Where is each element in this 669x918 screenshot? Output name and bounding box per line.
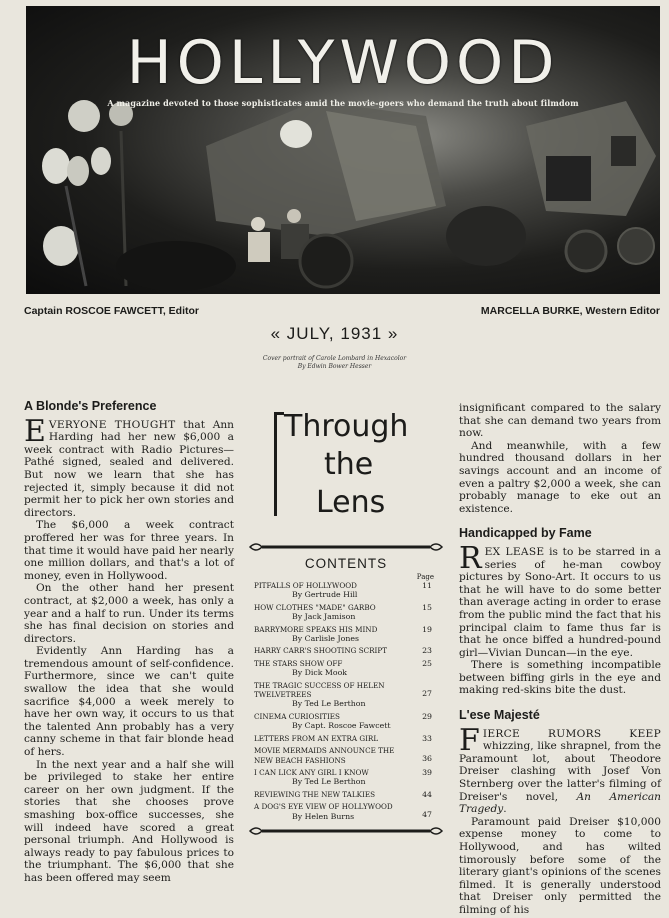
toc-author: By Dick Mook (292, 668, 348, 678)
article-paragraph (459, 540, 661, 659)
toc-page: 39 (422, 767, 432, 777)
toc-entry[interactable] (254, 625, 444, 644)
toc-title: THE STARS SHOW OFF (254, 658, 343, 668)
lead-smallcaps: EX LEASE (484, 545, 545, 558)
cover-credit-photographer: By Edwin Bower Hesser (297, 363, 372, 370)
toc-title: CINEMA CURIOSITIES (254, 711, 340, 721)
section-heading: Handicapped by Fame (459, 526, 592, 541)
toc-title: REVIEWING THE NEW TALKIES (254, 789, 376, 799)
toc-title: A DOG'S EYE VIEW OF HOLLYWOOD (254, 802, 393, 812)
article-paragraph: In the next year and a half she will be privileged to stake her entire career on her own judgment. If the stories that she chooses prove smashing box-office successes, she will indeed have scored a great personal triumph. And Hollywood is always ready to pay fabulous prices to the triumphant. The $6,000 that she has been offered may seem (24, 758, 234, 884)
contents-heading: CONTENTS (304, 556, 388, 571)
toc-title: THE TRAGIC SUCCESS OF HELEN TWELVETREES (254, 680, 385, 700)
toc-entry[interactable] (254, 646, 444, 655)
title-line: Lens (316, 485, 386, 520)
toc-entry[interactable] (254, 581, 444, 600)
toc-author: By Ted Le Berthon (292, 699, 366, 709)
title-bracket (274, 412, 284, 516)
toc-entry[interactable] (254, 746, 444, 765)
article-paragraph: There is something incompatible between biffing girls in the eye and making red-skins bite the dust. (459, 659, 661, 697)
drop-cap: R (459, 540, 482, 576)
toc-title: LETTERS FROM AN EXTRA GIRL (254, 733, 379, 743)
ornamental-rule (244, 824, 448, 838)
section-heading: L'ese Majesté (459, 708, 540, 723)
western-editor-credit: MARCELLA BURKE, Western Editor (480, 305, 660, 317)
article-paragraph: insignificant compared to the salary that she can demand two years from now. (459, 402, 661, 440)
toc-page: 25 (422, 658, 432, 668)
section-heading: A Blonde's Preference (24, 399, 157, 413)
article-paragraph: Paramount paid Dreiser $10,000 expense money to come to Hollywood, and has wilted timorously before some of the literary giant's opinions of the scenes filmed. It is generally understood that Dreiser only permitted the filming of his (459, 815, 661, 916)
article-paragraph: And meanwhile, with a few hundred thousand dollars in her savings account and an income of even a paltry $2,000 a week, she can probably manage to eke out an existence. (459, 439, 661, 515)
left-column (24, 400, 234, 885)
toc-title: I CAN LICK ANY GIRL I KNOW (254, 767, 369, 777)
toc-entry[interactable] (254, 802, 444, 821)
center-column (244, 400, 448, 838)
toc-author: By Helen Burns (292, 811, 355, 821)
issue-date: « JULY, 1931 » (270, 324, 399, 343)
article-paragraph: On the other hand her present contract, at $2,000 a week, has only a year and a half to run. Under its terms she has final decision on stories and directors. (24, 582, 234, 645)
lead-smallcaps: VERYONE THOUGHT (48, 418, 176, 431)
toc-title: MOVIE MERMAIDS ANNOUNCE THE NEW BEACH FASHIONS (254, 746, 395, 765)
drop-cap: F (459, 722, 480, 758)
toc-page: 36 (422, 754, 432, 764)
ornamental-rule (244, 540, 448, 554)
toc-page: 44 (422, 789, 432, 799)
lead-text: whizzing, like shrapnel, from the Paramount lot, about Theodore Dreiser clashing with Josef Von Sternberg over the latter's filming of Dreiser's novel, (459, 740, 661, 803)
toc-title: BARRYMORE SPEAKS HIS MIND (254, 624, 378, 634)
toc-author: By Jack Jamison (292, 612, 356, 622)
toc-entry[interactable] (254, 681, 444, 709)
magazine-tagline: A magazine devoted to those sophisticates amid the movie-goers who demand the truth about filmdom (107, 98, 579, 108)
editor-credit: Captain ROSCOE FAWCETT, Editor (24, 305, 200, 317)
lead-text: that Ann Harding had her new $6,000 a week contract with Radio Pictures—Pathé signed, sealed and delivered. But now we learn that she has rejected it, simply because it did not permit her to pick her own stories and directors. (24, 418, 234, 519)
novel-title: An American Tragedy (459, 790, 661, 816)
article-paragraph (24, 413, 234, 520)
toc-page: 33 (422, 733, 432, 743)
toc-entry[interactable] (254, 768, 444, 787)
toc-author: By Capt. Roscoe Fawcett (292, 721, 391, 731)
page-column-label: Page (416, 573, 434, 581)
lead-text: is to be starred in a series of he-man cowboy pictures by Sono-Art. It occurs to us that he will have to do some better than average acting in order to erase from the public mind the fact that his principal claim to fame thus far is that he once biffed a hundred-pound girl—Vivian Duncan—in the eye. (459, 545, 661, 659)
toc-entry[interactable] (254, 790, 444, 799)
toc-author: By Carlisle Jones (292, 634, 359, 644)
toc-entry[interactable] (254, 734, 444, 743)
article-paragraph: The $6,000 a week contract proffered her was for three years. In that time it would have paid her nearly one million dollars, and that's a lot of money, even in Hollywood. (24, 519, 234, 582)
toc-title: HARRY CARR'S SHOOTING SCRIPT (254, 646, 388, 656)
toc-author: By Gertrude Hill (292, 590, 358, 600)
toc-page: 23 (422, 646, 432, 656)
toc-page: 19 (422, 624, 432, 634)
toc-author: By Ted Le Berthon (292, 777, 366, 787)
section-title (244, 400, 448, 540)
cover-credit (0, 355, 669, 371)
lead-smallcaps: IERCE RUMORS KEEP (482, 727, 661, 740)
toc-entry[interactable] (254, 659, 444, 678)
toc-title: HOW CLOTHES "MADE" GARBO (254, 602, 376, 612)
toc-entry[interactable] (254, 712, 444, 731)
lead-end: . (503, 803, 507, 816)
toc-entry[interactable] (254, 603, 444, 622)
drop-cap: E (24, 413, 46, 449)
table-of-contents (244, 581, 448, 821)
article-paragraph: Evidently Ann Harding has a tremendous amount of self-confidence. Furthermore, since we can't quite swallow the idea that she would sacrifice $4,000 a week merely to have her own way, it occurs to us that the talented Ann probably has a very canny scheme in that fair blonde head of hers. (24, 645, 234, 759)
right-column (459, 402, 661, 917)
toc-page: 47 (422, 810, 432, 820)
cover-credit-line: Cover portrait of Carole Lombard in Hexacolor (262, 355, 407, 362)
title-line: the (324, 447, 374, 482)
title-line: Through (284, 409, 409, 444)
toc-title: PITFALLS OF HOLLYWOOD (254, 581, 357, 590)
toc-page: 11 (422, 581, 432, 590)
toc-page: 27 (422, 688, 432, 698)
masthead (26, 6, 660, 294)
toc-page: 29 (422, 711, 432, 721)
article-paragraph (459, 722, 661, 816)
toc-page: 15 (422, 602, 432, 612)
magazine-title: HOLLYWOOD (126, 28, 560, 98)
